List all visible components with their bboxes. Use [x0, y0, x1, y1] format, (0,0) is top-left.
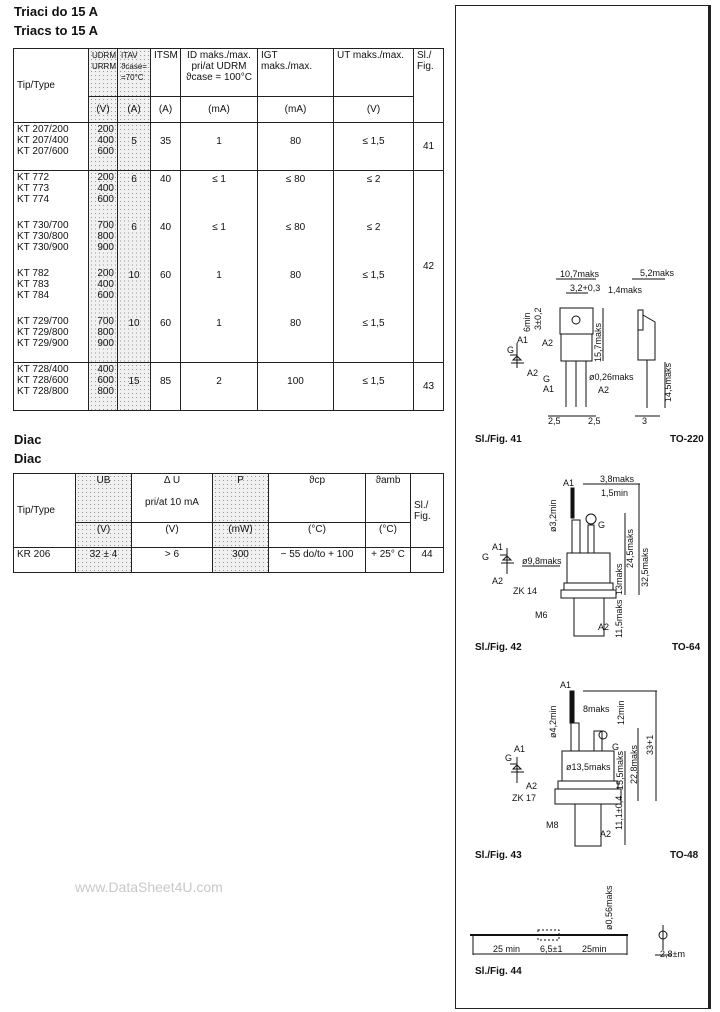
svg-text:A2: A2: [600, 829, 612, 839]
unit-itsm: (A): [151, 97, 181, 123]
triac-cell-id: 1: [181, 123, 258, 171]
triac-cell-itav: 5: [118, 123, 151, 171]
triac-cell-types: KT 730/700 KT 730/800 KT 730/900: [14, 219, 89, 267]
unit-udrm: (V): [89, 97, 118, 123]
diac-header-du: Δ U pri/at 10 mA: [132, 474, 213, 523]
triac-cell-itsm: 85: [151, 363, 181, 411]
fig43-package: TO-48: [670, 850, 699, 861]
diac-header-tcp: ϑcp: [269, 474, 366, 523]
triac-cell-types: KT 782 KT 783 KT 784: [14, 267, 89, 315]
svg-text:1,4maks: 1,4maks: [608, 285, 643, 295]
triacs-title-en: Triacs to 15 A: [14, 23, 99, 38]
diac-type: KR 206: [14, 548, 76, 573]
diac-header-type: Tip/Type: [14, 474, 76, 548]
svg-text:A2: A2: [598, 622, 610, 632]
triac-cell-itav: 10: [118, 267, 151, 315]
fig42-caption: Sl./Fig. 42: [475, 642, 522, 653]
svg-text:6min: 6min: [522, 312, 532, 332]
triac-cell-udrm: 200 400 600: [89, 123, 118, 171]
svg-text:A1: A1: [514, 744, 526, 754]
triacs-title-local: Triaci do 15 A: [14, 4, 99, 19]
svg-text:A1: A1: [563, 478, 575, 488]
fig43-labels: [475, 680, 699, 861]
triac-cell-ut: ≤ 1,5: [334, 363, 414, 411]
header-udrm: UDRM URRM: [89, 49, 118, 97]
triac-cell-itav: 6: [118, 171, 151, 219]
diac-unit-p: (mW): [213, 523, 269, 548]
svg-text:14,5maks: 14,5maks: [663, 362, 673, 402]
triac-cell-id: 1: [181, 315, 258, 363]
diac-p: 300: [213, 548, 269, 573]
unit-itav: (A): [118, 97, 151, 123]
svg-text:A2: A2: [527, 368, 539, 378]
svg-text:1,5min: 1,5min: [601, 488, 629, 498]
svg-text:6,5±1: 6,5±1: [540, 944, 563, 954]
triac-cell-itsm: 60: [151, 315, 181, 363]
triac-cell-ut: ≤ 1,5: [334, 123, 414, 171]
svg-text:11,5maks: 11,5maks: [614, 599, 624, 638]
triac-cell-id: ≤ 1: [181, 171, 258, 219]
svg-text:M6: M6: [535, 610, 548, 620]
svg-text:M8: M8: [546, 820, 559, 830]
header-id: ID maks./max. pri/at UDRM ϑcase = 100°C: [181, 49, 258, 97]
svg-text:3,2+0,3: 3,2+0,3: [570, 283, 601, 293]
svg-text:G: G: [543, 374, 551, 384]
triac-cell-ut: ≤ 1,5: [334, 315, 414, 363]
diac-unit-du: (V): [132, 523, 213, 548]
triac-cell-itsm: 40: [151, 171, 181, 219]
svg-text:2,5: 2,5: [588, 416, 601, 426]
svg-text:A1: A1: [543, 384, 555, 394]
header-type: Tip/Type: [14, 49, 89, 123]
triac-cell-ut: ≤ 2: [334, 171, 414, 219]
diac-unit-tcp: (°C): [269, 523, 366, 548]
triac-cell-id: ≤ 1: [181, 219, 258, 267]
to220-drawing: [510, 279, 665, 416]
header-itav: ITAV ϑcase= =70°C: [118, 49, 151, 97]
diac-du: > 6: [132, 548, 213, 573]
fig41-labels: [475, 268, 704, 445]
svg-text:12min: 12min: [616, 700, 626, 725]
triac-cell-itsm: 60: [151, 267, 181, 315]
diac-title-local: Diac: [14, 432, 42, 447]
triac-cell-ut: ≤ 1,5: [334, 267, 414, 315]
svg-text:3,8maks: 3,8maks: [600, 474, 635, 484]
diac-unit-ub: (V): [76, 523, 132, 548]
svg-text:G: G: [598, 520, 606, 530]
triac-cell-igt: 100: [258, 363, 334, 411]
svg-text:13maks: 13maks: [614, 563, 624, 595]
fig44-caption: Sl./Fig. 44: [475, 966, 522, 977]
triac-cell-igt: 80: [258, 315, 334, 363]
fig41-caption: Sl./Fig. 41: [475, 434, 522, 445]
svg-text:A1: A1: [517, 335, 529, 345]
triac-cell-itav: 10: [118, 315, 151, 363]
header-igt: IGT maks./max.: [258, 49, 334, 97]
watermark: www.DataSheet4U.com: [75, 879, 223, 895]
diac-ub: 32 ± 4: [76, 548, 132, 573]
svg-text:5,2maks: 5,2maks: [640, 268, 675, 278]
svg-text:24,5maks: 24,5maks: [625, 528, 635, 568]
svg-text:15,5maks: 15,5maks: [615, 750, 625, 790]
svg-text:22,8maks: 22,8maks: [629, 744, 639, 784]
diac-title-en: Diac: [14, 451, 42, 466]
svg-text:32,5maks: 32,5maks: [640, 547, 650, 587]
triac-cell-udrm: 200 400 600: [89, 171, 118, 219]
unit-id: (mA): [181, 97, 258, 123]
svg-text:A2: A2: [492, 576, 504, 586]
header-fig: Sl./ Fig.: [414, 49, 444, 123]
fig42-package: TO-64: [672, 642, 701, 653]
svg-text:15,7maks: 15,7maks: [593, 322, 603, 362]
svg-text:10,7maks: 10,7maks: [560, 269, 600, 279]
triac-cell-udrm: 700 800 900: [89, 219, 118, 267]
diac-unit-tamb: (°C): [366, 523, 411, 548]
triac-cell-itsm: 35: [151, 123, 181, 171]
triac-cell-igt: 80: [258, 267, 334, 315]
svg-text:11,1±0,4: 11,1±0,4: [614, 795, 624, 830]
triac-cell-ut: ≤ 2: [334, 219, 414, 267]
triac-cell-id: 2: [181, 363, 258, 411]
triac-cell-itav: 6: [118, 219, 151, 267]
unit-igt: (mA): [258, 97, 334, 123]
triac-cell-fig: 43: [414, 363, 444, 411]
unit-ut: (V): [334, 97, 414, 123]
svg-text:3±0,2: 3±0,2: [533, 307, 543, 330]
triac-cell-itav: 15: [118, 363, 151, 411]
header-itsm: ITSM: [151, 49, 181, 97]
header-ut: UT maks./max.: [334, 49, 414, 97]
svg-text:2,5: 2,5: [548, 416, 561, 426]
svg-text:2,8±m: 2,8±m: [660, 949, 685, 959]
triac-cell-igt: ≤ 80: [258, 171, 334, 219]
triac-cell-types: KT 728/400 KT 728/600 KT 728/800: [14, 363, 89, 411]
triac-cell-id: 1: [181, 267, 258, 315]
triac-cell-udrm: 700 800 900: [89, 315, 118, 363]
triac-cell-udrm: 400 600 800: [89, 363, 118, 411]
fig43-caption: Sl./Fig. 43: [475, 850, 522, 861]
diac-header-fig: Sl./ Fig.: [411, 474, 444, 548]
diac-header-ub: UB: [76, 474, 132, 523]
svg-text:G: G: [507, 345, 515, 355]
svg-text:ø13,5maks: ø13,5maks: [566, 762, 611, 772]
triac-cell-types: KT 207/200 KT 207/400 KT 207/600: [14, 123, 89, 171]
triac-cell-fig: 42: [414, 171, 444, 363]
triac-cell-igt: ≤ 80: [258, 219, 334, 267]
triac-cell-udrm: 200 400 600: [89, 267, 118, 315]
svg-text:3: 3: [642, 416, 648, 426]
diac-header-tamb: ϑamb: [366, 474, 411, 523]
svg-text:ø3,2min: ø3,2min: [548, 499, 558, 532]
svg-text:G: G: [482, 552, 490, 562]
triac-cell-itsm: 40: [151, 219, 181, 267]
diac-fig: 44: [411, 548, 444, 573]
diac-tamb: + 25° C: [366, 548, 411, 573]
svg-text:ø4,2min: ø4,2min: [548, 705, 558, 738]
svg-text:33+1: 33+1: [645, 734, 655, 755]
svg-text:A1: A1: [560, 680, 572, 690]
diac-header-p: P: [213, 474, 269, 523]
svg-text:A2: A2: [526, 781, 538, 791]
triac-cell-types: KT 772 KT 773 KT 774: [14, 171, 89, 219]
triac-cell-fig: 41: [414, 123, 444, 171]
svg-text:G: G: [612, 742, 620, 752]
svg-text:ø0,56maks: ø0,56maks: [604, 885, 614, 930]
triac-cell-igt: 80: [258, 123, 334, 171]
svg-text:8maks: 8maks: [583, 704, 610, 714]
svg-text:25 min: 25 min: [493, 944, 521, 954]
triac-cell-types: KT 729/700 KT 729/800 KT 729/900: [14, 315, 89, 363]
svg-text:25min: 25min: [582, 944, 607, 954]
svg-text:A2: A2: [598, 385, 610, 395]
svg-text:ZK 17: ZK 17: [512, 793, 537, 803]
fig44-labels: [475, 885, 685, 977]
svg-text:G: G: [505, 753, 513, 763]
svg-text:A1: A1: [492, 542, 504, 552]
svg-text:ZK 14: ZK 14: [513, 586, 538, 596]
diac-tcp: − 55 do/to + 100: [269, 548, 366, 573]
svg-text:ø9,8maks: ø9,8maks: [522, 556, 562, 566]
svg-text:ø0,26maks: ø0,26maks: [589, 372, 634, 382]
fig41-package: TO-220: [670, 434, 704, 445]
svg-text:A2: A2: [542, 338, 554, 348]
